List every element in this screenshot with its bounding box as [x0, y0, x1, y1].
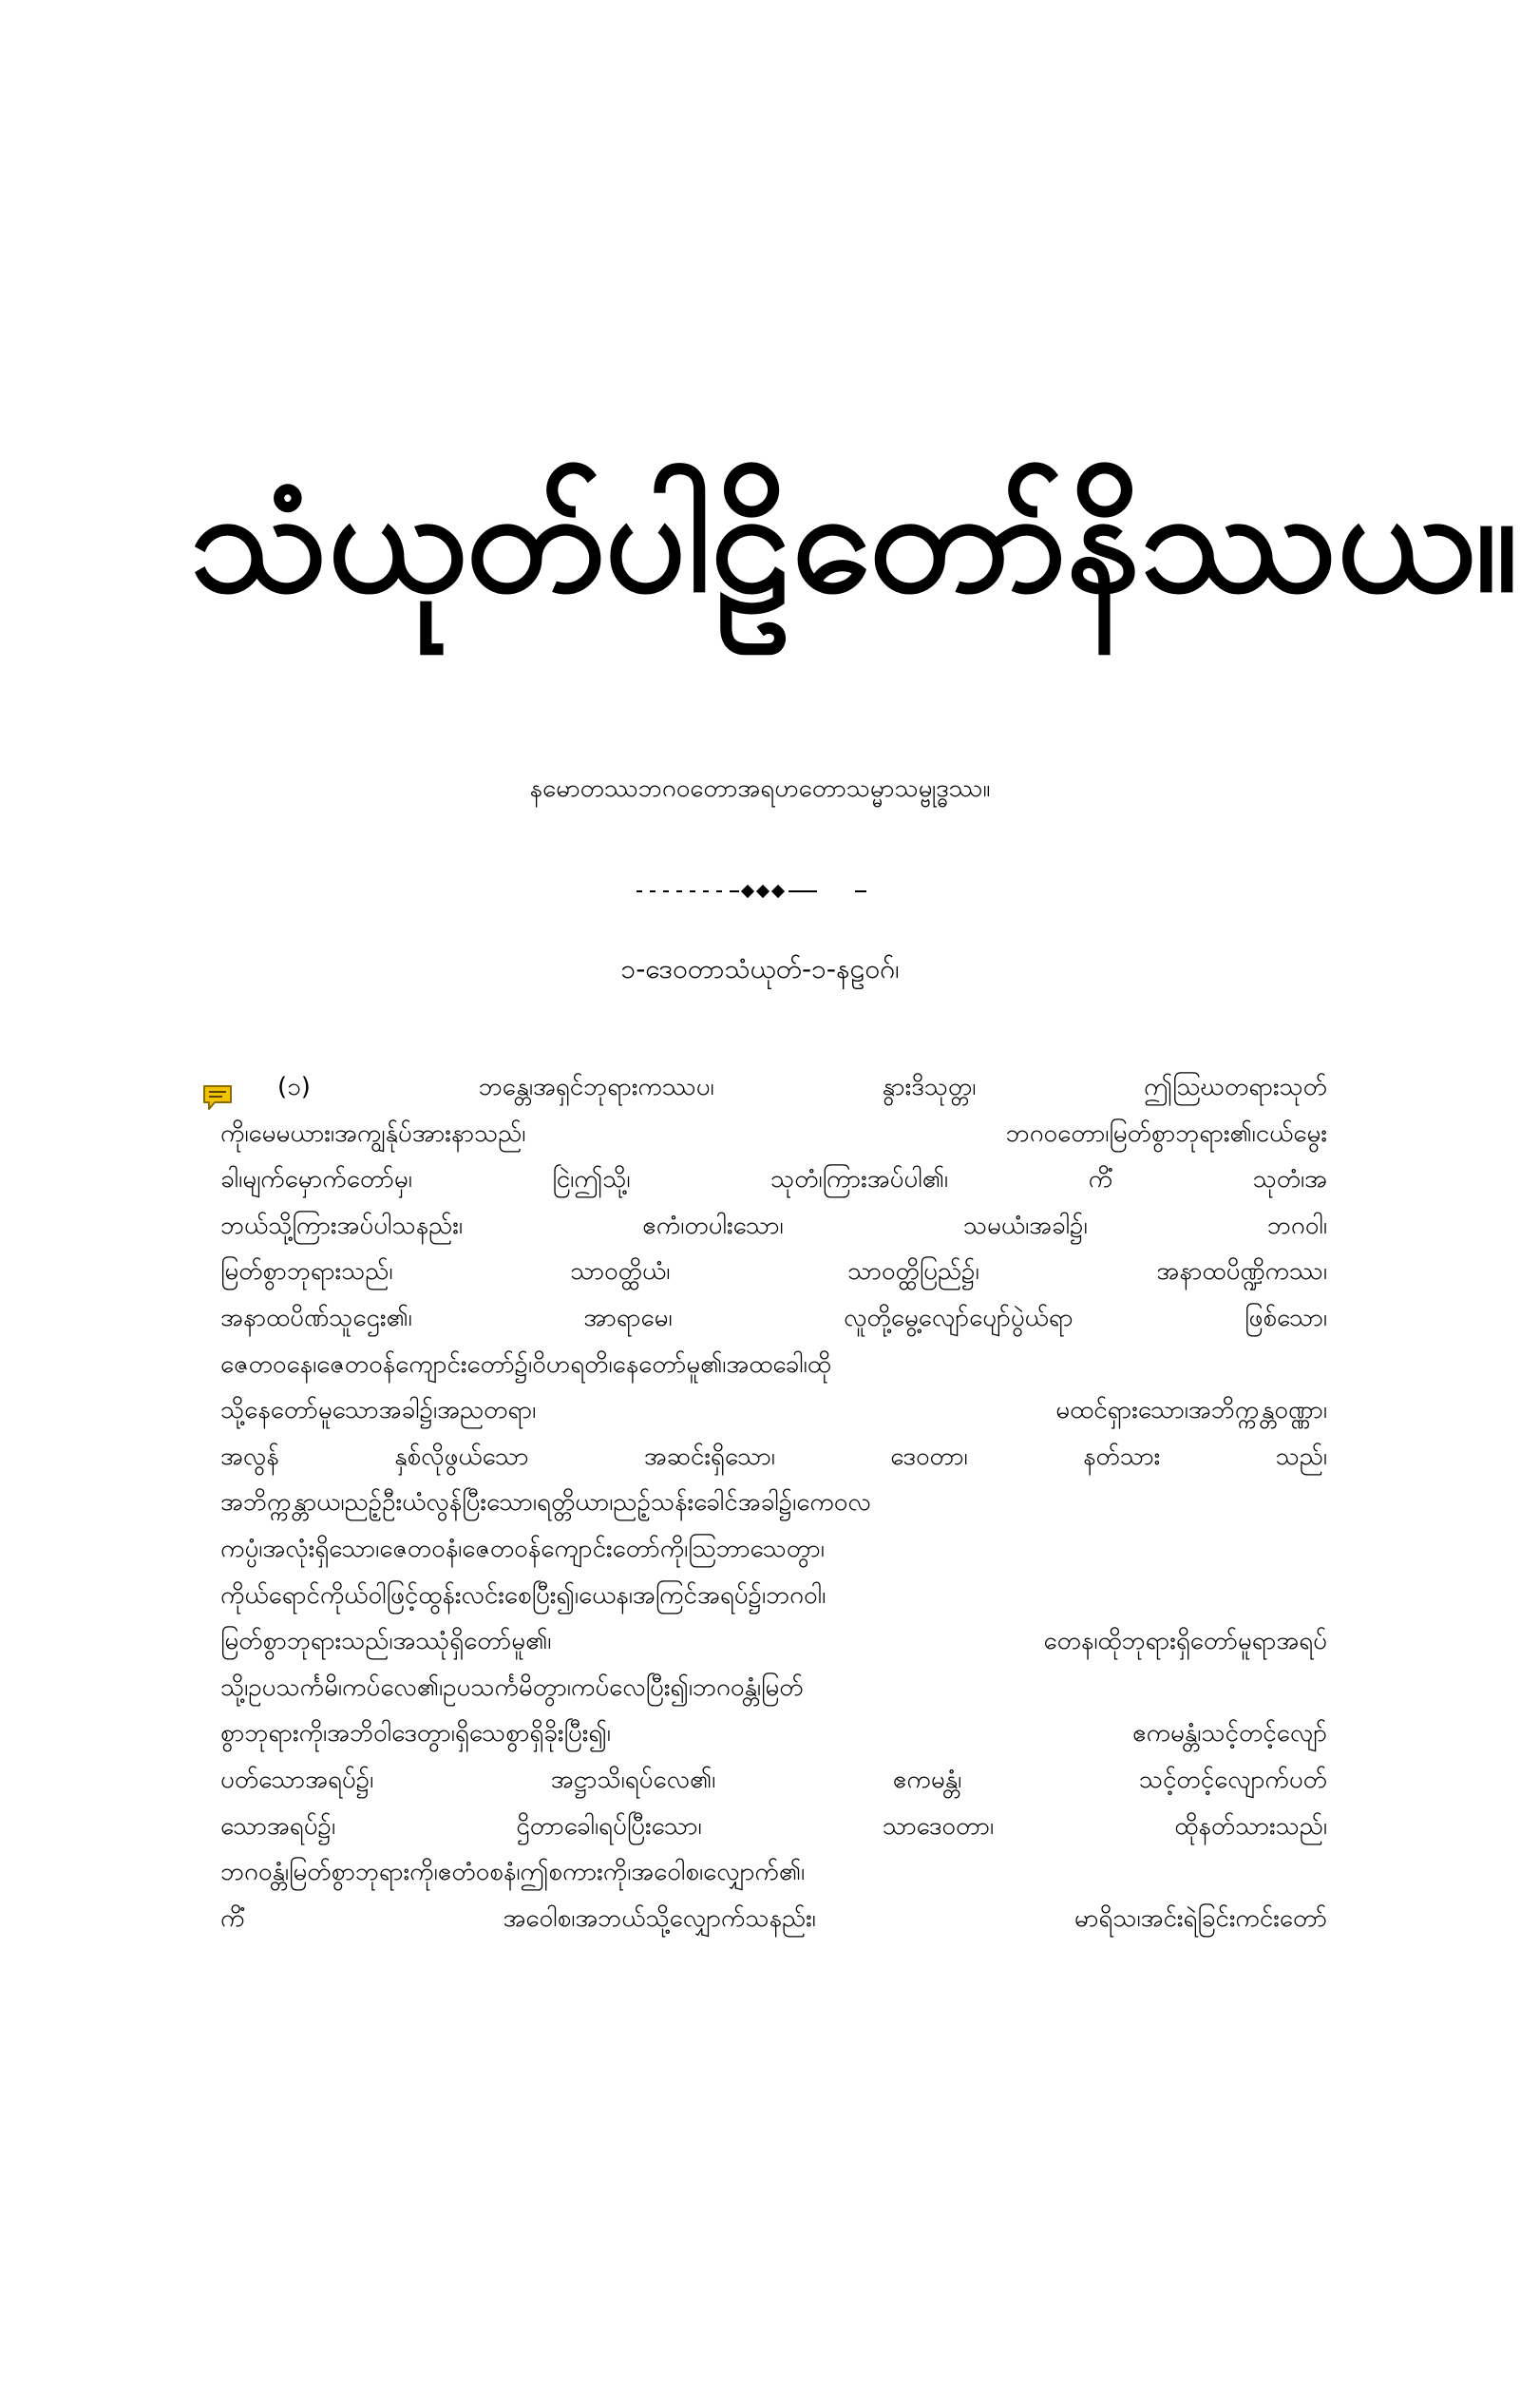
paragraph-line: ကို၊မေမယား၊အကျွန်ုပ်အားနာသည်၊ ဘဂဝတော၊မြတ်စွာဘုရား၏၊ငယ်မွေး [220, 1118, 1327, 1148]
divider-dash [855, 890, 866, 892]
divider-diamond [756, 885, 770, 898]
paragraph-line: သို့၊ဥပသင်္ကမိ၊ကပ်လေ၏၊ဥပသင်္ကမိတွာ၊ကပ်လေပြီး၍၊ဘဂဝန္တံ၊မြတ် [220, 1672, 804, 1702]
paragraph-line: ဇေတဝနေ၊ဇေတဝန်ကျောင်းတော်၌၊ဝိဟရတိ၊နေတော်မူ၏၊အထခေါ၊ထို [220, 1349, 831, 1379]
divider-dash [663, 890, 669, 892]
section-heading: ၁-ဒေဝတာသံယုတ်-၁-နဠဝဂ်၊ [620, 953, 900, 984]
paragraph-line: ကပ္ပံ၊အလုံးရှိသော၊ဇေတဝနံ၊ဇေတဝန်ကျောင်းတော်ကို၊ဩဘာသေတွာ၊ [220, 1534, 825, 1563]
divider-dash [716, 890, 722, 892]
paragraph-line: သို့နေတော်မူသောအခါ၌၊အညတရာ၊ မထင်ရှားသော၊အဘိက္ကန္တဝဏ္ဏာ၊ [220, 1396, 1327, 1425]
paragraph-line: (၁) ဘန္တေ၊အရှင်ဘုရားကဿပ၊ နွားဒိသုတ္တ၊ ဤသြဃတရားသုတ် [277, 1073, 1327, 1101]
paragraph-line: ပတ်သောအရပ်၌၊ အဋ္ဌာသိ၊ရပ်လေ၏၊ ဧကမန္တံ၊ သင့်တင့်လျောက်ပတ် [220, 1765, 1327, 1794]
page-title: သံယုတ်ပါဠိတော်နိဿယ။ [190, 459, 1519, 624]
paragraph-line: ကိုယ်ရောင်ကိုယ်ဝါဖြင့်ထွန်းလင်းစေပြီး၍၊ယေန၊အကြင်အရပ်၌၊ဘဂဝါ၊ [220, 1580, 826, 1610]
divider-dash [788, 890, 817, 892]
paragraph-line: မြတ်စွာဘုရားသည်၊ သာဝတ္ထိယံ၊ သာဝတ္ထိပြည်၌၊ အနာထပိဏ္ဍိကဿ၊ [220, 1257, 1327, 1287]
paragraph-line: သောအရပ်၌၊ ဌိတာခေါ၊ရပ်ပြီးသော၊ သာဒေဝတာ၊ ထိုနတ်သားသည်၊ [220, 1811, 1327, 1841]
ornamental-divider [636, 882, 893, 901]
divider-dash [636, 890, 642, 892]
homage-line: နမောတဿဘဂဝတောအရဟတောသမ္မာသမ္ဗုဒ္ဓဿ။ [529, 774, 991, 803]
paragraph-line: ဘဂဝန္တံ၊မြတ်စွာဘုရားကို၊ဧတံဝစနံ၊ဤစကားကို၊အဝေါစ၊လျှောက်၏၊ [220, 1858, 806, 1887]
divider-dash [690, 890, 695, 892]
divider-diamond [741, 885, 754, 898]
divider-dash [703, 890, 709, 892]
divider-dash [730, 890, 739, 892]
paragraph-line: အနာထပိဏ်သူဌေး၏၊ အာရာမေ၊ လူတို့မွေ့လျော်ပျော်ပွဲယ်ရာ ဖြစ်သော၊ [220, 1303, 1327, 1332]
paragraph-line: ကိံ အဝေါစ၊အဘယ်သို့လျှောက်သနည်း၊ မာရိသ၊အင်းရဲခြင်းကင်းတော် [220, 1903, 1327, 1933]
paragraph-line: အလွန် နှစ်လိုဖွယ်သော အဆင်းရှိသော၊ ဒေဝတာ၊ နတ်သား သည်၊ [220, 1442, 1327, 1471]
divider-dash [676, 890, 682, 892]
paragraph-line: ဘယ်သို့ကြားအပ်ပါသနည်း၊ ဧကံ၊တပါးသော၊ သမယံ၊အခါ၌၊ ဘဂဝါ၊ [220, 1211, 1327, 1240]
divider-diamond [771, 885, 785, 898]
paragraph-line: အဘိက္ကန္တာယ၊ညဉ့်ဦးယံလွန်ပြီးသော၊ရတ္တိယာ၊ညဉ့်သန်းခေါင်အခါ၌၊ကေဝလ [220, 1488, 871, 1518]
paragraph-line: ခါ၊မျက်မှောက်တော်မှ၊ ငြဲ၊ဤသို့၊ သုတံ၊ကြားအပ်ပါ၏၊ ကိံ သုတံ၊အ [220, 1165, 1327, 1194]
paragraph-line: မြတ်စွာဘုရားသည်၊အဿုံရှိတော်မူ၏၊ တေန၊ထိုဘုရားရှိတော်မူရာအရပ် [220, 1627, 1327, 1656]
divider-dash [650, 890, 656, 892]
paragraph-line: စွာဘုရားကို၊အဘိဝါဒေတွာ၊ရှိသေစွာရှိခိုးပြီး၍၊ ဧကမန္တံ၊သင့်တင့်လျော် [220, 1719, 1327, 1749]
body-paragraph [220, 1064, 1327, 2300]
